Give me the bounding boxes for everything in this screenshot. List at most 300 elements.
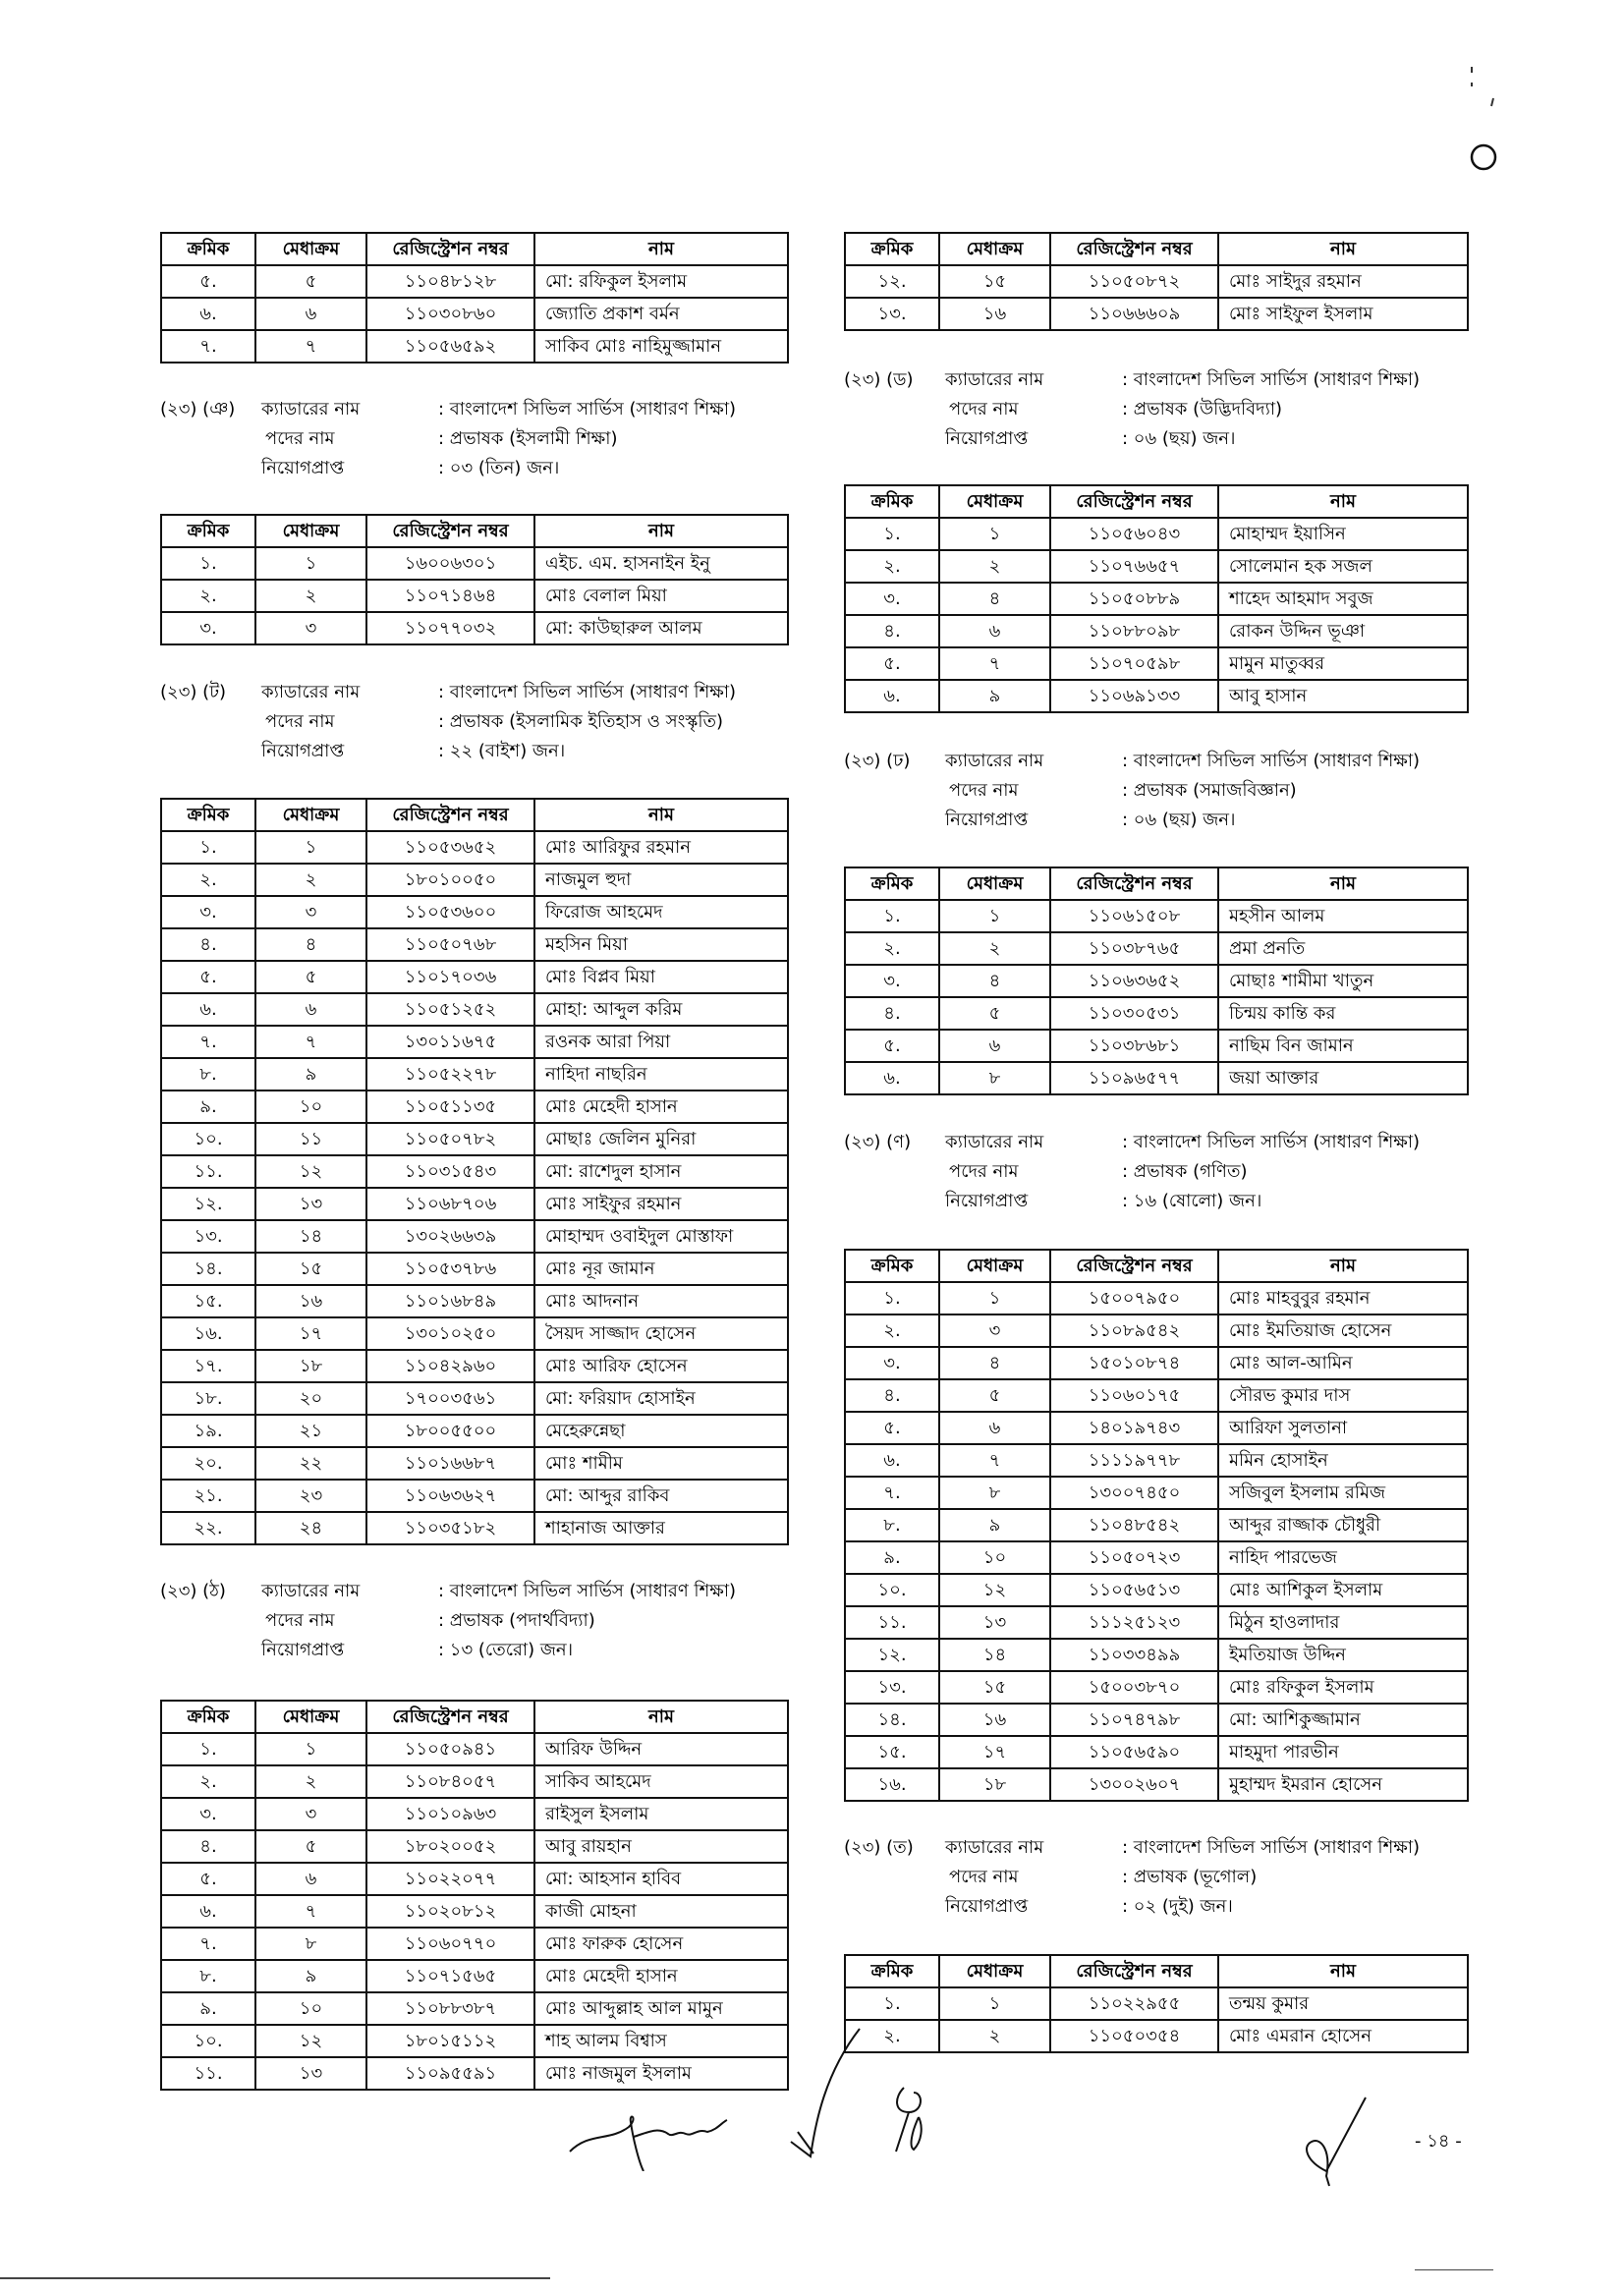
- name-cell: মো: আব্দুর রাকিব: [534, 1480, 788, 1512]
- merit-cell: ৩: [255, 896, 366, 928]
- serial-cell: ২২.: [161, 1512, 255, 1544]
- registration-cell: ১১০২২০৭৭: [366, 1863, 534, 1895]
- registration-cell: ১১০১৬৬৮৭: [366, 1447, 534, 1480]
- cadre-label: ক্যাডারের নাম: [945, 1132, 1044, 1152]
- name-cell: রোকন উদ্দিন ভূঞা: [1218, 615, 1468, 647]
- table-row: [161, 612, 788, 644]
- appointed-row: [844, 424, 1469, 454]
- roster-table: [160, 232, 789, 364]
- table-row: [845, 1509, 1468, 1541]
- merit-cell: ৬: [939, 615, 1050, 647]
- merit-cell: ১২: [939, 1574, 1050, 1606]
- table-row: [845, 1347, 1468, 1379]
- registration-cell: ১৮০১০০৫০: [366, 864, 534, 896]
- table-row: [161, 1123, 788, 1155]
- serial-cell: ১৯.: [161, 1415, 255, 1447]
- serial-cell: ১৬.: [161, 1317, 255, 1350]
- appointed-label: নিয়োগপ্রাপ্ত: [945, 810, 1029, 830]
- serial-cell: ২.: [845, 550, 939, 583]
- serial-cell: ৩.: [161, 896, 255, 928]
- section-code: (২৩) (ঞ): [160, 399, 236, 419]
- table-row: [845, 1314, 1468, 1347]
- registration-cell: ১১০৩৫১৮২: [366, 1512, 534, 1544]
- merit-cell: ৭: [255, 330, 366, 363]
- table-row: [845, 1736, 1468, 1768]
- merit-cell: ৬: [939, 1030, 1050, 1062]
- appointed-label: নিয়োগপ্রাপ্ত: [261, 458, 345, 478]
- merit-cell: ১৫: [939, 1671, 1050, 1704]
- serial-cell: ৬.: [845, 680, 939, 712]
- table-row: [845, 1477, 1468, 1509]
- cadre-label: ক্যাডারের নাম: [261, 1581, 361, 1601]
- merit-cell: ১৬: [939, 298, 1050, 330]
- header-merit: মেধাক্রম: [939, 1955, 1050, 1987]
- table-row: [161, 993, 788, 1026]
- table-row: [161, 928, 788, 961]
- name-cell: জ্যোতি প্রকাশ বর্মন: [534, 298, 788, 330]
- cadre-label: ক্যাডারের নাম: [945, 751, 1044, 771]
- post-value: : প্রভাষক (পদার্থবিদ্যা): [438, 1610, 595, 1631]
- post-label: পদের নাম: [949, 1867, 1019, 1887]
- name-cell: মোহাম্মদ ইয়াসিন: [1218, 518, 1468, 550]
- merit-cell: ১৩: [939, 1606, 1050, 1639]
- serial-cell: ১৩.: [845, 298, 939, 330]
- post-value: : প্রভাষক (ইসলামিক ইতিহাস ও সংস্কৃতি): [438, 711, 724, 732]
- table-23-dha: [844, 867, 1469, 1095]
- header-registration: রেজিস্ট্রেশন নম্বর: [1050, 485, 1218, 518]
- registration-cell: ১৫০০৭৯৫০: [1050, 1282, 1218, 1314]
- header-name: নাম: [534, 515, 788, 547]
- merit-cell: ৬: [939, 1412, 1050, 1444]
- merit-cell: ২: [939, 2020, 1050, 2052]
- table-row: [161, 2025, 788, 2057]
- roster-table: [160, 1700, 789, 2091]
- merit-cell: ১৩: [255, 1188, 366, 1220]
- merit-cell: ১: [255, 831, 366, 864]
- appointed-label: নিয়োগপ্রাপ্ত: [261, 1640, 345, 1660]
- post-row: [160, 707, 789, 737]
- table-row: [161, 1188, 788, 1220]
- table-row: [161, 298, 788, 330]
- registration-cell: ১৬০০৬৩০১: [366, 547, 534, 580]
- appointed-value: : ০৬ (ছয়) জন।: [1122, 810, 1236, 830]
- registration-cell: ১১০৮৯৫৪২: [1050, 1314, 1218, 1347]
- post-value: : প্রভাষক (গণিত): [1122, 1161, 1248, 1182]
- name-cell: মোছাঃ শামীমা খাতুন: [1218, 965, 1468, 997]
- registration-cell: ১১০৫৬০৪৩: [1050, 518, 1218, 550]
- appointed-row: [160, 737, 789, 766]
- table-header-row: [845, 485, 1468, 518]
- table-header-row: [161, 799, 788, 831]
- registration-cell: ১১০৩০৮৬০: [366, 298, 534, 330]
- registration-cell: ১১০৭১৫৬৫: [366, 1960, 534, 1992]
- serial-cell: ১৩.: [845, 1671, 939, 1704]
- merit-cell: ১৬: [255, 1285, 366, 1317]
- name-cell: নাহিদ পারভেজ: [1218, 1541, 1468, 1574]
- registration-cell: ১৮০১৫১১২: [366, 2025, 534, 2057]
- name-cell: মো: কাউছারুল আলম: [534, 612, 788, 644]
- name-cell: সৈয়দ সাজ্জাদ হোসেন: [534, 1317, 788, 1350]
- cadre-label: ক্যাডারের নাম: [261, 399, 361, 419]
- header-merit: মেধাক্রম: [255, 1701, 366, 1733]
- table-row: [161, 1992, 788, 2025]
- serial-cell: ৬.: [845, 1444, 939, 1477]
- table-row: [845, 932, 1468, 965]
- table-row: [845, 1987, 1468, 2020]
- header-name: নাম: [1218, 867, 1468, 900]
- registration-cell: ১১০৩৩৪৯৯: [1050, 1639, 1218, 1671]
- table-row: [845, 1541, 1468, 1574]
- name-cell: আরিফা সুলতানা: [1218, 1412, 1468, 1444]
- table-row: [161, 961, 788, 993]
- merit-cell: ৯: [255, 1960, 366, 1992]
- serial-cell: ৬.: [161, 298, 255, 330]
- registration-cell: ১৩০১১৬৭৫: [366, 1026, 534, 1058]
- serial-cell: ২.: [161, 864, 255, 896]
- name-cell: মোঃ রফিকুল ইসলাম: [1218, 1671, 1468, 1704]
- table-row: [161, 1512, 788, 1544]
- serial-cell: ১২.: [845, 265, 939, 298]
- merit-cell: ১: [939, 900, 1050, 932]
- appointed-label: নিয়োগপ্রাপ্ত: [945, 428, 1029, 449]
- table-header-row: [845, 233, 1468, 265]
- name-cell: আবু রায়হান: [534, 1830, 788, 1863]
- post-row: [844, 1157, 1469, 1187]
- name-cell: নাছিম বিন জামান: [1218, 1030, 1468, 1062]
- merit-cell: ৮: [939, 1477, 1050, 1509]
- section-info-23-ta2: [844, 1833, 1469, 1924]
- post-value: : প্রভাষক (ইসলামী শিক্ষা): [438, 428, 618, 449]
- header-merit: মেধাক্রম: [255, 799, 366, 831]
- header-serial: ক্রমিক: [845, 485, 939, 518]
- table-row: [161, 1091, 788, 1123]
- header-registration: রেজিস্ট্রেশন নম্বর: [366, 233, 534, 265]
- table-row: [845, 1606, 1468, 1639]
- registration-cell: ১১০৬৩৬২৭: [366, 1480, 534, 1512]
- merit-cell: ৫: [255, 961, 366, 993]
- roster-table: [844, 1954, 1469, 2053]
- table-23-da: [844, 484, 1469, 713]
- merit-cell: ১: [255, 547, 366, 580]
- name-cell: মোঃ নাজমুল ইসলাম: [534, 2057, 788, 2090]
- merit-cell: ৮: [939, 1062, 1050, 1094]
- header-registration: রেজিস্ট্রেশন নম্বর: [1050, 1250, 1218, 1282]
- name-cell: সৌরভ কুমার দাস: [1218, 1379, 1468, 1412]
- table-23-tha-continuation: [844, 232, 1469, 331]
- name-cell: আব্দুর রাজ্জাক চৌধুরী: [1218, 1509, 1468, 1541]
- name-cell: মহসীন আলম: [1218, 900, 1468, 932]
- cadre-value: : বাংলাদেশ সিভিল সার্ভিস (সাধারণ শিক্ষা): [1122, 1132, 1421, 1152]
- header-name: নাম: [534, 233, 788, 265]
- table-row: [161, 580, 788, 612]
- header-registration: রেজিস্ট্রেশন নম্বর: [366, 1701, 534, 1733]
- registration-cell: ১১০৪২৯৬০: [366, 1350, 534, 1382]
- post-label: পদের নাম: [949, 399, 1019, 419]
- registration-cell: ১১০৫০৮৭২: [1050, 265, 1218, 298]
- table-row: [845, 1379, 1468, 1412]
- serial-cell: ১২.: [161, 1188, 255, 1220]
- registration-cell: ১১০৩৮৭৬৫: [1050, 932, 1218, 965]
- merit-cell: ১৪: [939, 1639, 1050, 1671]
- registration-cell: ১১০৭৭০৩২: [366, 612, 534, 644]
- merit-cell: ১১: [255, 1123, 366, 1155]
- serial-cell: ১০.: [161, 2025, 255, 2057]
- section-info: [160, 1577, 789, 1667]
- merit-cell: ১০: [939, 1541, 1050, 1574]
- table-row: [845, 1062, 1468, 1094]
- name-cell: মোঃ বেলাল মিয়া: [534, 580, 788, 612]
- serial-cell: ৫.: [161, 265, 255, 298]
- table-23-na: [844, 1249, 1469, 1802]
- table-row: [161, 265, 788, 298]
- merit-cell: ২৩: [255, 1480, 366, 1512]
- initials-signature-icon: [884, 2083, 943, 2161]
- serial-cell: ১১.: [845, 1606, 939, 1639]
- merit-cell: ১০: [255, 1091, 366, 1123]
- header-registration: রেজিস্ট্রেশন নম্বর: [1050, 233, 1218, 265]
- registration-cell: ১১০৩১৫৪৩: [366, 1155, 534, 1188]
- merit-cell: ৩: [255, 1798, 366, 1830]
- merit-cell: ৪: [939, 583, 1050, 615]
- table-row: [845, 1768, 1468, 1801]
- cadre-value: : বাংলাদেশ সিভিল সার্ভিস (সাধারণ শিক্ষা): [1122, 1837, 1421, 1858]
- serial-cell: ৭.: [161, 330, 255, 363]
- header-merit: মেধাক্রম: [939, 867, 1050, 900]
- table-header-row: [161, 515, 788, 547]
- name-cell: মো: আহসান হাবিব: [534, 1863, 788, 1895]
- table-row: [845, 2020, 1468, 2052]
- name-cell: মোঃ সাইফুল ইসলাম: [1218, 298, 1468, 330]
- name-cell: মোঃ নূর জামান: [534, 1253, 788, 1285]
- merit-cell: ৭: [939, 1444, 1050, 1477]
- serial-cell: ১১.: [161, 1155, 255, 1188]
- serial-cell: ১.: [845, 1282, 939, 1314]
- post-label: পদের নাম: [265, 711, 335, 732]
- name-cell: মিঠুন হাওলাদার: [1218, 1606, 1468, 1639]
- merit-cell: ১২: [255, 1155, 366, 1188]
- registration-cell: ১৩০১০২৫০: [366, 1317, 534, 1350]
- table-row: [845, 265, 1468, 298]
- table-row: [161, 1480, 788, 1512]
- serial-cell: ৫.: [845, 1412, 939, 1444]
- serial-cell: ৬.: [161, 993, 255, 1026]
- name-cell: মোঃ এমরান হোসেন: [1218, 2020, 1468, 2052]
- serial-cell: ১০.: [161, 1123, 255, 1155]
- appointed-value: : ২২ (বাইশ) জন।: [438, 741, 566, 761]
- section-info-23-tha: [160, 1577, 789, 1667]
- cadre-label: ক্যাডারের নাম: [945, 1837, 1044, 1858]
- serial-cell: ২.: [845, 932, 939, 965]
- registration-cell: ১১০৪৮১২৮: [366, 265, 534, 298]
- serial-cell: ৯.: [161, 1992, 255, 2025]
- table-row: [161, 1765, 788, 1798]
- table-row: [845, 965, 1468, 997]
- name-cell: শাহ আলম বিশ্বাস: [534, 2025, 788, 2057]
- merit-cell: ২: [255, 1765, 366, 1798]
- serial-cell: ১৪.: [845, 1704, 939, 1736]
- merit-cell: ৭: [939, 647, 1050, 680]
- appointed-label: নিয়োগপ্রাপ্ত: [945, 1896, 1029, 1917]
- roster-table: [844, 1249, 1469, 1802]
- registration-cell: ১১০৮৮০৯৮: [1050, 615, 1218, 647]
- name-cell: মো: আশিকুজ্জামান: [1218, 1704, 1468, 1736]
- roster-table: [844, 867, 1469, 1095]
- post-value: : প্রভাষক (ভূগোল): [1122, 1867, 1258, 1887]
- header-serial: ক্রমিক: [161, 1701, 255, 1733]
- registration-cell: ১১০১৭০৩৬: [366, 961, 534, 993]
- header-registration: রেজিস্ট্রেশন নম্বর: [366, 799, 534, 831]
- header-serial: ক্রমিক: [845, 1250, 939, 1282]
- post-row: [844, 776, 1469, 806]
- name-cell: মোঃ ফারুক হোসেন: [534, 1928, 788, 1960]
- name-cell: সোলেমান হক সজল: [1218, 550, 1468, 583]
- section-info: [844, 1833, 1469, 1924]
- name-cell: মোঃ শামীম: [534, 1447, 788, 1480]
- serial-cell: ১.: [845, 518, 939, 550]
- name-cell: মামুন মাতুব্বর: [1218, 647, 1468, 680]
- name-cell: ফিরোজ আহমেদ: [534, 896, 788, 928]
- registration-cell: ১১০৫৩৭৮৬: [366, 1253, 534, 1285]
- merit-cell: ২০: [255, 1382, 366, 1415]
- section-code: (২৩) (ত): [844, 1837, 914, 1858]
- merit-cell: ১: [939, 518, 1050, 550]
- cadre-row: [160, 678, 789, 707]
- name-cell: মো: রাশেদুল হাসান: [534, 1155, 788, 1188]
- name-cell: রওনক আরা পিয়া: [534, 1026, 788, 1058]
- name-cell: মো: ফরিয়াদ হোসাইন: [534, 1382, 788, 1415]
- post-value: : প্রভাষক (সমাজবিজ্ঞান): [1122, 780, 1297, 801]
- appointed-value: : ১৩ (তেরো) জন।: [438, 1640, 574, 1660]
- appointed-row: [844, 806, 1469, 835]
- name-cell: মোঃ আব্দুল্লাহ আল মামুন: [534, 1992, 788, 2025]
- header-merit: মেধাক্রম: [255, 515, 366, 547]
- name-cell: মমিন হোসাইন: [1218, 1444, 1468, 1477]
- header-serial: ক্রমিক: [161, 515, 255, 547]
- section-info: [160, 395, 789, 485]
- serial-cell: ২.: [161, 1765, 255, 1798]
- table-row: [845, 298, 1468, 330]
- serial-cell: ১.: [845, 1987, 939, 2020]
- serial-cell: ৭.: [161, 1026, 255, 1058]
- merit-cell: ৪: [255, 928, 366, 961]
- registration-cell: ১৮০০৫৫০০: [366, 1415, 534, 1447]
- serial-cell: ৪.: [845, 1379, 939, 1412]
- registration-cell: ১৩০০৭৪৫০: [1050, 1477, 1218, 1509]
- header-merit: মেধাক্রম: [939, 233, 1050, 265]
- serial-cell: ৮.: [161, 1960, 255, 1992]
- appointed-row: [844, 1892, 1469, 1922]
- cadre-value: : বাংলাদেশ সিভিল সার্ভিস (সাধারণ শিক্ষা): [438, 1581, 737, 1601]
- roster-table: [160, 514, 789, 645]
- cadre-row: [844, 1128, 1469, 1157]
- serial-cell: ৫.: [845, 1030, 939, 1062]
- merit-cell: ১৬: [939, 1704, 1050, 1736]
- name-cell: মোঃ আল-আমিন: [1218, 1347, 1468, 1379]
- serial-cell: ৭.: [845, 1477, 939, 1509]
- registration-cell: ১১০৫১২৫২: [366, 993, 534, 1026]
- registration-cell: ১১০৫০৯৪১: [366, 1733, 534, 1765]
- merit-cell: ৮: [255, 1928, 366, 1960]
- registration-cell: ১৫০১০৮৭৪: [1050, 1347, 1218, 1379]
- table-row: [161, 1026, 788, 1058]
- registration-cell: ১১০৫০৭২৩: [1050, 1541, 1218, 1574]
- section-code: (২৩) (ঠ): [160, 1581, 226, 1601]
- name-cell: ইমতিয়াজ উদ্দিন: [1218, 1639, 1468, 1671]
- serial-cell: ৭.: [161, 1928, 255, 1960]
- name-cell: তন্ময় কুমার: [1218, 1987, 1468, 2020]
- cadre-row: [844, 747, 1469, 776]
- merit-cell: ৭: [255, 1026, 366, 1058]
- serial-cell: ১৪.: [161, 1253, 255, 1285]
- header-name: নাম: [1218, 233, 1468, 265]
- name-cell: মুহাম্মদ ইমরান হোসেন: [1218, 1768, 1468, 1801]
- table-row: [845, 1704, 1468, 1736]
- name-cell: শাহানাজ আক্তার: [534, 1512, 788, 1544]
- table-row: [845, 1671, 1468, 1704]
- serial-cell: ১.: [161, 547, 255, 580]
- table-row: [845, 1444, 1468, 1477]
- appointed-value: : ০২ (দুই) জন।: [1122, 1896, 1233, 1917]
- header-registration: রেজিস্ট্রেশন নম্বর: [1050, 1955, 1218, 1987]
- serial-cell: ২১.: [161, 1480, 255, 1512]
- post-label: পদের নাম: [265, 1610, 335, 1631]
- merit-cell: ৩: [939, 1314, 1050, 1347]
- name-cell: মোঃ আরিফুর রহমান: [534, 831, 788, 864]
- name-cell: মোঃ ইমতিয়াজ হোসেন: [1218, 1314, 1468, 1347]
- name-cell: মোঃ বিপ্লব মিয়া: [534, 961, 788, 993]
- registration-cell: ১১০৫০৭৮২: [366, 1123, 534, 1155]
- section-code: (২৩) (ঢ): [844, 751, 911, 771]
- serial-cell: ২.: [845, 2020, 939, 2052]
- table-prev-continuation: [160, 232, 789, 364]
- registration-cell: ১১০৫০৮৮৯: [1050, 583, 1218, 615]
- merit-cell: ৫: [255, 265, 366, 298]
- merit-cell: ৬: [255, 993, 366, 1026]
- merit-cell: ৯: [255, 1058, 366, 1091]
- roster-table: [844, 232, 1469, 331]
- serial-cell: ১.: [161, 831, 255, 864]
- header-serial: ক্রমিক: [845, 867, 939, 900]
- table-row: [161, 864, 788, 896]
- header-name: নাম: [534, 799, 788, 831]
- name-cell: মোঃ মেহেদী হাসান: [534, 1960, 788, 1992]
- cadre-label: ক্যাডারের নাম: [945, 369, 1044, 390]
- table-row: [161, 1350, 788, 1382]
- cadre-row: [160, 1577, 789, 1606]
- section-info: [844, 365, 1469, 456]
- roster-table: [160, 798, 789, 1545]
- table-row: [161, 330, 788, 363]
- name-cell: মেহেরুন্নেছা: [534, 1415, 788, 1447]
- registration-cell: ১১০৫১১৩৫: [366, 1091, 534, 1123]
- serial-cell: ১.: [161, 1733, 255, 1765]
- section-info-23-da: [844, 365, 1469, 456]
- registration-cell: ১১০৩০৫৩১: [1050, 997, 1218, 1030]
- serial-cell: ৩.: [161, 612, 255, 644]
- merit-cell: ১৭: [255, 1317, 366, 1350]
- merit-cell: ১: [939, 1987, 1050, 2020]
- registration-cell: ১১০৫৩৬৫২: [366, 831, 534, 864]
- serial-cell: ৫.: [161, 1863, 255, 1895]
- merit-cell: ৫: [939, 997, 1050, 1030]
- serial-cell: ৪.: [161, 1830, 255, 1863]
- name-cell: মোছাঃ জেলিন মুনিরা: [534, 1123, 788, 1155]
- registration-cell: ১১০৬৯১৩৩: [1050, 680, 1218, 712]
- registration-cell: ১১০৫০৩৫৪: [1050, 2020, 1218, 2052]
- name-cell: মোঃ আদনান: [534, 1285, 788, 1317]
- table-23-ta: [160, 798, 789, 1545]
- table-row: [161, 1253, 788, 1285]
